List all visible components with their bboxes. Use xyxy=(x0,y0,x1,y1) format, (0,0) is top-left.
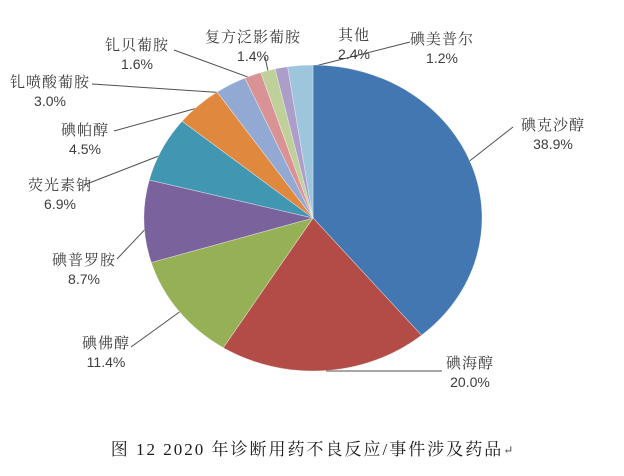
pie-label-name: 荧光素钠 xyxy=(27,177,92,194)
pie-label-name: 钆喷酸葡胺 xyxy=(9,74,90,91)
pie-label-percent: 3.0% xyxy=(34,93,66,109)
pie-slices xyxy=(144,65,482,371)
figure-caption-text: 图 12 2020 年诊断用药不良反应/事件涉及药品 xyxy=(110,440,504,459)
leader-line-iodixanol xyxy=(467,127,513,163)
pie-label-name: 钆贝葡胺 xyxy=(104,37,169,54)
figure-caption xyxy=(0,435,624,460)
pie-label-name: 碘帕醇 xyxy=(60,122,109,139)
pie-label-name: 碘海醇 xyxy=(445,355,494,372)
leader-line-ioversol xyxy=(131,308,185,347)
pie-label-name: 复方泛影葡胺 xyxy=(204,29,301,46)
pie-label-name: 碘美普尔 xyxy=(409,31,474,48)
pie-label-percent: 2.4% xyxy=(338,46,370,62)
pie-label-name: 碘佛醇 xyxy=(81,335,130,352)
paragraph-return-mark: ↵ xyxy=(503,443,514,457)
pie-label-name: 碘克沙醇 xyxy=(520,117,585,134)
pie-label-percent: 11.4% xyxy=(86,354,126,370)
pie-label-percent: 1.6% xyxy=(121,56,153,72)
pie-label-percent: 38.9% xyxy=(533,136,573,152)
pie-label-percent: 1.4% xyxy=(237,48,269,64)
pie-label-name: 碘普罗胺 xyxy=(51,252,116,269)
leader-line-gadobenate xyxy=(174,50,256,80)
pie-label-percent: 6.9% xyxy=(44,196,76,212)
pie-label-name: 其他 xyxy=(337,27,370,44)
pie-label-percent: 20.0% xyxy=(450,374,490,390)
pie-label-percent: 4.5% xyxy=(69,141,101,157)
pie-label-percent: 8.7% xyxy=(68,271,100,287)
leader-line-gadopentetate xyxy=(92,84,227,93)
pie-label-percent: 1.2% xyxy=(426,50,458,66)
